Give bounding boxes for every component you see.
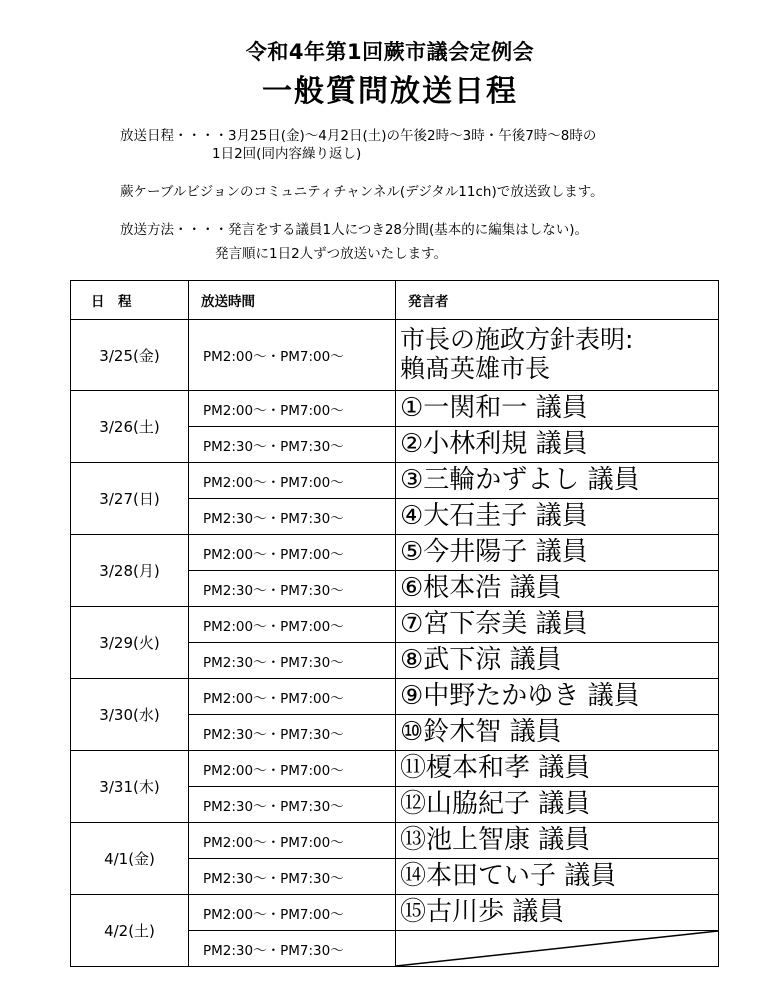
speaker-line: 市長の施政方針表明: <box>400 325 634 355</box>
time-cell: PM2:30～・PM7:30～ <box>189 715 396 751</box>
time-cell: PM2:30～・PM7:30～ <box>189 859 396 895</box>
time-cell: PM2:00～・PM7:00～ <box>189 895 396 931</box>
speaker-cell: ⑧武下涼 議員 <box>396 643 719 679</box>
speaker-cell: ⑦宮下奈美 議員 <box>396 607 719 643</box>
speaker-cell: ⑥根本浩 議員 <box>396 571 719 607</box>
table-row <box>71 391 719 427</box>
time-cell: PM2:00～・PM7:00～ <box>189 607 396 643</box>
speaker-cell: ③三輪かずよし 議員 <box>396 463 719 499</box>
date-cell: 3/29(火) <box>71 607 189 679</box>
speaker-cell: ⑩鈴木智 議員 <box>396 715 719 751</box>
time-cell: PM2:30～・PM7:30～ <box>189 571 396 607</box>
time-cell: PM2:00～・PM7:00～ <box>189 823 396 859</box>
speaker-cell <box>396 320 719 391</box>
speaker-cell: ⑨中野たかゆき 議員 <box>396 679 719 715</box>
time-cell: PM2:30～・PM7:30～ <box>189 643 396 679</box>
date-cell: 3/25(金) <box>71 320 189 391</box>
schedule-info-line2: 1日2回(同内容繰り返し) <box>212 146 362 162</box>
broadcast-schedule-table <box>70 280 719 967</box>
speaker-cell: ⑬池上智康 議員 <box>396 823 719 859</box>
header-speaker: 発言者 <box>396 281 719 320</box>
date-cell: 4/1(金) <box>71 823 189 895</box>
date-cell: 3/28(月) <box>71 535 189 607</box>
header-date: 日 程 <box>71 281 189 320</box>
date-cell: 3/31(木) <box>71 751 189 823</box>
date-cell: 3/26(土) <box>71 391 189 463</box>
table-row <box>71 895 719 931</box>
speaker-line: 賴髙英雄市長 <box>400 354 551 383</box>
time-cell: PM2:00～・PM7:00～ <box>189 535 396 571</box>
table-row <box>71 679 719 715</box>
speaker-cell: ⑮古川歩 議員 <box>396 895 719 931</box>
speaker-cell: ②小林利規 議員 <box>396 427 719 463</box>
document-title: 令和4年第1回蕨市議会定例会 <box>245 40 535 64</box>
speaker-cell: ⑪榎本和孝 議員 <box>396 751 719 787</box>
speaker-cell: ①一関和一 議員 <box>396 391 719 427</box>
time-cell: PM2:00～・PM7:00～ <box>189 320 396 391</box>
table-row <box>71 320 719 391</box>
time-cell: PM2:30～・PM7:30～ <box>189 931 396 967</box>
speaker-cell: ⑫山脇紀子 議員 <box>396 787 719 823</box>
time-cell: PM2:00～・PM7:00～ <box>189 391 396 427</box>
channel-info: 蕨ケーブルビジョンのコミュニティチャンネル(デジタル11ch)で放送致します。 <box>120 184 604 200</box>
diagonal-strike-line <box>396 931 718 966</box>
speaker-cell: ⑭本田てい子 議員 <box>396 859 719 895</box>
time-cell: PM2:30～・PM7:30～ <box>189 427 396 463</box>
time-cell: PM2:00～・PM7:00～ <box>189 679 396 715</box>
table-header-row <box>71 281 719 320</box>
method-info-line2: 発言順に1日2人ずつ放送いたします。 <box>215 246 448 262</box>
table-row <box>71 463 719 499</box>
method-info-line1: 放送方法・・・・発言をする議員1人につき28分間(基本的に編集はしない)。 <box>120 222 589 238</box>
speaker-cell: ④大石圭子 議員 <box>396 499 719 535</box>
schedule-info-line1: 放送日程・・・・3月25日(金)～4月2日(土)の午後2時～3時・午後7時～8時の <box>120 128 597 144</box>
speaker-cell: ⑤今井陽子 議員 <box>396 535 719 571</box>
date-cell: 3/27(日) <box>71 463 189 535</box>
time-cell: PM2:00～・PM7:00～ <box>189 463 396 499</box>
document-subtitle: 一般質問放送日程 <box>262 74 518 109</box>
date-cell: 4/2(土) <box>71 895 189 967</box>
table-row <box>71 823 719 859</box>
time-cell: PM2:00～・PM7:00～ <box>189 751 396 787</box>
date-cell: 3/30(水) <box>71 679 189 751</box>
time-cell: PM2:30～・PM7:30～ <box>189 499 396 535</box>
table-row <box>71 535 719 571</box>
time-cell: PM2:30～・PM7:30～ <box>189 787 396 823</box>
table-row <box>71 751 719 787</box>
empty-speaker-cell <box>396 931 719 967</box>
header-time: 放送時間 <box>189 281 396 320</box>
table-row <box>71 607 719 643</box>
